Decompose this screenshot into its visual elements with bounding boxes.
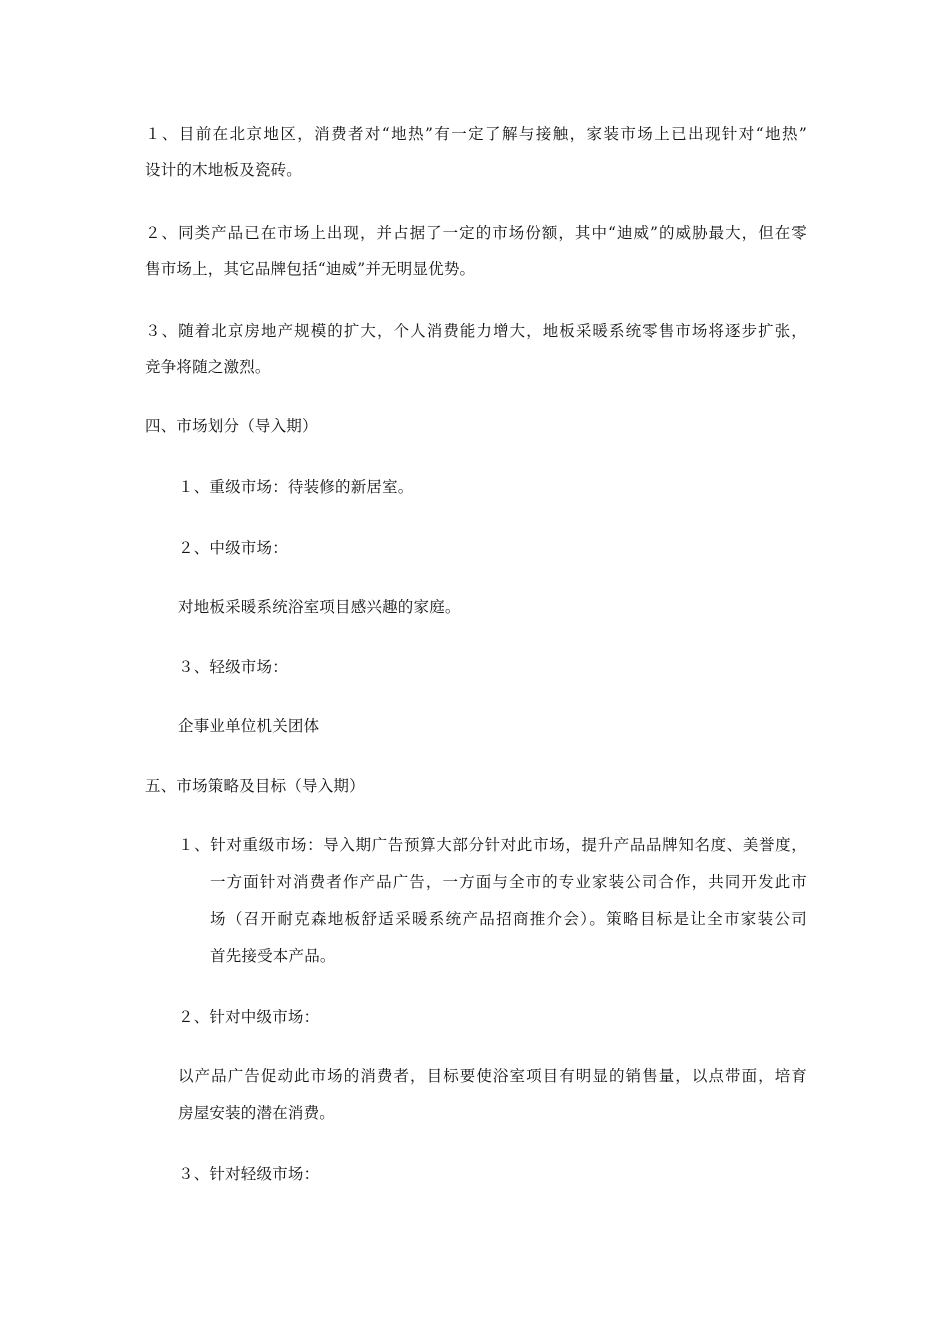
paragraph-line: 房屋安装的潜在消费。	[178, 1104, 336, 1122]
paragraph-line: ２、同类产品已在市场上出现，并占据了一定的市场份额，其中“迪威”的威胁最大，但在零	[145, 224, 807, 242]
list-item: ３、轻级市场：	[178, 658, 288, 676]
paragraph-line: 场（召开耐克森地板舒适采暖系统产品招商推介会）。策略目标是让全市家装公司	[210, 910, 807, 928]
paragraph-line: 对地板采暖系统浴室项目感兴趣的家庭。	[178, 598, 461, 616]
paragraph-line: 首先接受本产品。	[210, 947, 336, 965]
list-item: １、重级市场：待装修的新居室。	[178, 478, 414, 496]
paragraph-line: 售市场上，其它品牌包括“迪威”并无明显优势。	[145, 260, 476, 278]
paragraph-line: 竞争将随之激烈。	[145, 358, 271, 376]
list-item: ３、针对轻级市场：	[178, 1165, 320, 1183]
paragraph-line: 以产品广告促动此市场的消费者，目标要使浴室项目有明显的销售量，以点带面，培育	[178, 1067, 807, 1085]
list-item: １、针对重级市场：导入期广告预算大部分针对此市场，提升产品品牌知名度、美誉度，	[178, 836, 807, 854]
section-heading: 五、市场策略及目标（导入期）	[145, 777, 365, 795]
list-item: ２、针对中级市场：	[178, 1008, 320, 1026]
paragraph-line: 设计的木地板及瓷砖。	[145, 161, 303, 179]
section-heading: 四、市场划分（导入期）	[145, 417, 318, 435]
paragraph-line: 企事业单位机关团体	[178, 717, 320, 735]
paragraph-line: １、目前在北京地区，消费者对“地热”有一定了解与接触，家装市场上已出现针对“地热”	[145, 125, 807, 143]
paragraph-line: 一方面针对消费者作产品广告，一方面与全市的专业家装公司合作，共同开发此市	[210, 873, 807, 891]
list-item: ２、中级市场：	[178, 539, 288, 557]
paragraph-line: ３、随着北京房地产规模的扩大，个人消费能力增大，地板采暖系统零售市场将逐步扩张，	[145, 322, 807, 340]
